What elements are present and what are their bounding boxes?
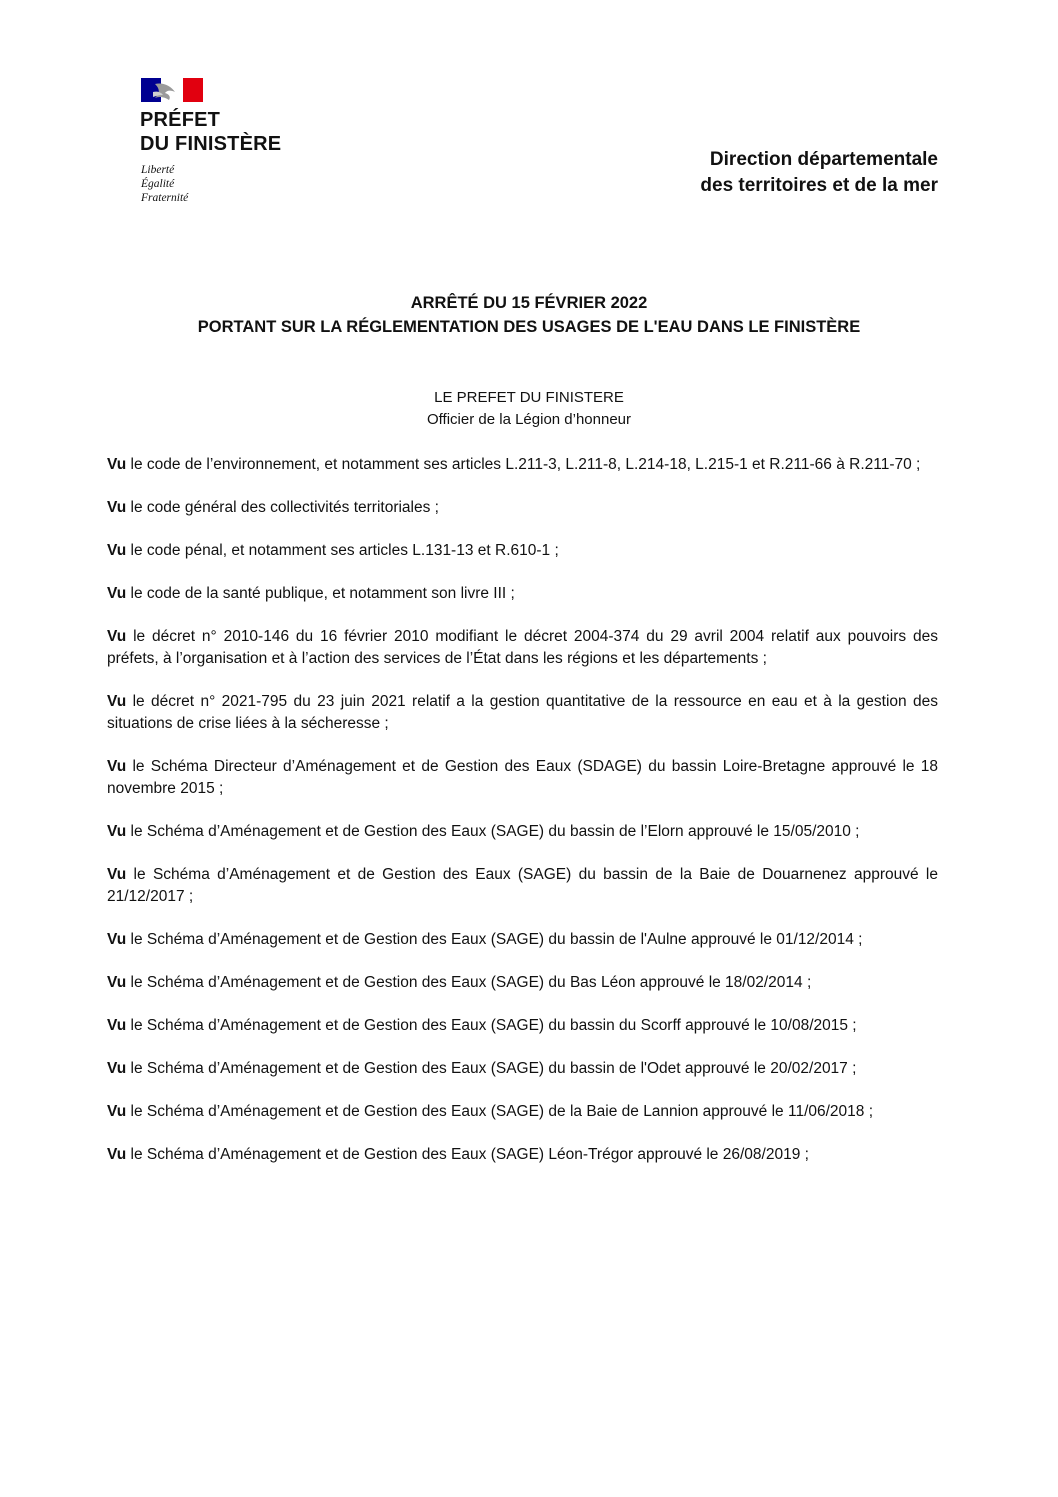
- visa-text: le Schéma d’Aménagement et de Gestion des Eaux (SAGE) du bassin de l'Aulne approuvé le 01/12/2014 ;: [126, 931, 863, 948]
- visa-paragraph: [107, 821, 938, 843]
- devise-fraternite: Fraternité: [141, 192, 189, 204]
- visa-text: le décret n° 2010-146 du 16 février 2010 modifiant le décret 2004-374 du 29 avril 2004 relatif aux pouvoirs des préfets, à l’organisation et à l’action des services de l’État dans les régions et les départements ;: [107, 628, 938, 667]
- direction-line-2: des territoires et de la mer: [700, 175, 938, 196]
- vu-keyword: Vu: [107, 1103, 127, 1120]
- direction-line-1: Direction départementale: [709, 149, 938, 170]
- title-line-1: ARRÊTÉ DU 15 FÉVRIER 2022: [410, 294, 648, 312]
- vu-keyword: Vu: [107, 542, 127, 559]
- visa-paragraph: [107, 1144, 938, 1166]
- visa-text: le Schéma Directeur d’Aménagement et de Gestion des Eaux (SDAGE) du bassin Loire-Bretagne approuvé le 18 novembre 2015 ;: [107, 758, 938, 797]
- prefecture-name: [140, 108, 281, 156]
- devise-egalite: Égalité: [141, 178, 175, 190]
- vu-keyword: Vu: [107, 758, 127, 775]
- visa-text: le décret n° 2021-795 du 23 juin 2021 relatif a la gestion quantitative de la ressource en eau et à la gestion des situations de crise liées à la sécheresse ;: [107, 693, 938, 732]
- vu-keyword: Vu: [107, 866, 127, 883]
- marianne-flag-logo: [141, 78, 203, 102]
- visa-paragraph: [107, 691, 938, 735]
- visa-text: le Schéma d’Aménagement et de Gestion des Eaux (SAGE) du Bas Léon approuvé le 18/02/2014 ;: [126, 974, 812, 991]
- visa-text: le code pénal, et notamment ses articles L.131-13 et R.610-1 ;: [126, 542, 559, 559]
- visa-text: le Schéma d’Aménagement et de Gestion des Eaux (SAGE) du bassin de la Baie de Douarnenez approuvé le 21/12/2017 ;: [107, 866, 938, 905]
- visa-paragraph: [107, 540, 938, 562]
- visa-paragraph: [107, 454, 938, 476]
- visa-paragraph: [107, 756, 938, 800]
- vu-keyword: Vu: [107, 974, 127, 991]
- visa-text: le code général des collectivités territoriales ;: [126, 499, 439, 516]
- visa-text: le Schéma d’Aménagement et de Gestion des Eaux (SAGE) de la Baie de Lannion approuvé le 11/06/2018 ;: [126, 1103, 874, 1120]
- vu-keyword: Vu: [107, 585, 127, 602]
- vu-keyword: Vu: [107, 1017, 127, 1034]
- visa-text: le code de la santé publique, et notamment son livre III ;: [126, 585, 515, 602]
- visa-paragraph: [107, 972, 938, 994]
- visa-text: le Schéma d’Aménagement et de Gestion des Eaux (SAGE) du bassin de l'Odet approuvé le 20/02/2017 ;: [126, 1060, 857, 1077]
- republic-motto: [141, 163, 188, 205]
- title-line-2: PORTANT SUR LA RÉGLEMENTATION DES USAGES DE L'EAU DANS LE FINISTÈRE: [197, 318, 861, 336]
- visa-text: le code de l’environnement, et notamment ses articles L.211-3, L.211-8, L.214-18, L.215-1 et R.211-66 à R.211-70 ;: [126, 456, 921, 473]
- issuing-authority: [0, 387, 1058, 431]
- vu-keyword: Vu: [107, 628, 127, 645]
- authority-line-1: LE PREFET DU FINISTERE: [434, 389, 624, 406]
- visa-text: le Schéma d’Aménagement et de Gestion des Eaux (SAGE) du bassin du Scorff approuvé le 10/08/2015 ;: [126, 1017, 857, 1034]
- document-title: [0, 291, 1058, 339]
- vu-keyword: Vu: [107, 1146, 127, 1163]
- visa-paragraph: [107, 1015, 938, 1037]
- visa-paragraph: [107, 626, 938, 670]
- visa-text: le Schéma d’Aménagement et de Gestion des Eaux (SAGE) du bassin de l’Elorn approuvé le 15/05/2010 ;: [126, 823, 860, 840]
- visa-paragraph: [107, 1058, 938, 1080]
- vu-keyword: Vu: [107, 499, 127, 516]
- vu-keyword: Vu: [107, 1060, 127, 1077]
- visa-text: le Schéma d’Aménagement et de Gestion des Eaux (SAGE) Léon-Trégor approuvé le 26/08/2019 ;: [126, 1146, 809, 1163]
- vu-keyword: Vu: [107, 693, 127, 710]
- visa-paragraph: [107, 497, 938, 519]
- prefet-line-1: PRÉFET: [140, 109, 221, 131]
- prefet-line-2: DU FINISTÈRE: [140, 133, 282, 155]
- vu-keyword: Vu: [107, 456, 127, 473]
- visa-paragraph: [107, 1101, 938, 1123]
- visa-paragraph: [107, 864, 938, 908]
- authority-line-2: Officier de la Légion d’honneur: [426, 411, 632, 428]
- devise-liberte: Liberté: [141, 164, 175, 176]
- visa-paragraph: [107, 929, 938, 951]
- vu-keyword: Vu: [107, 823, 127, 840]
- visa-list: [107, 454, 938, 1187]
- issuing-direction: [700, 147, 938, 199]
- vu-keyword: Vu: [107, 931, 127, 948]
- visa-paragraph: [107, 583, 938, 605]
